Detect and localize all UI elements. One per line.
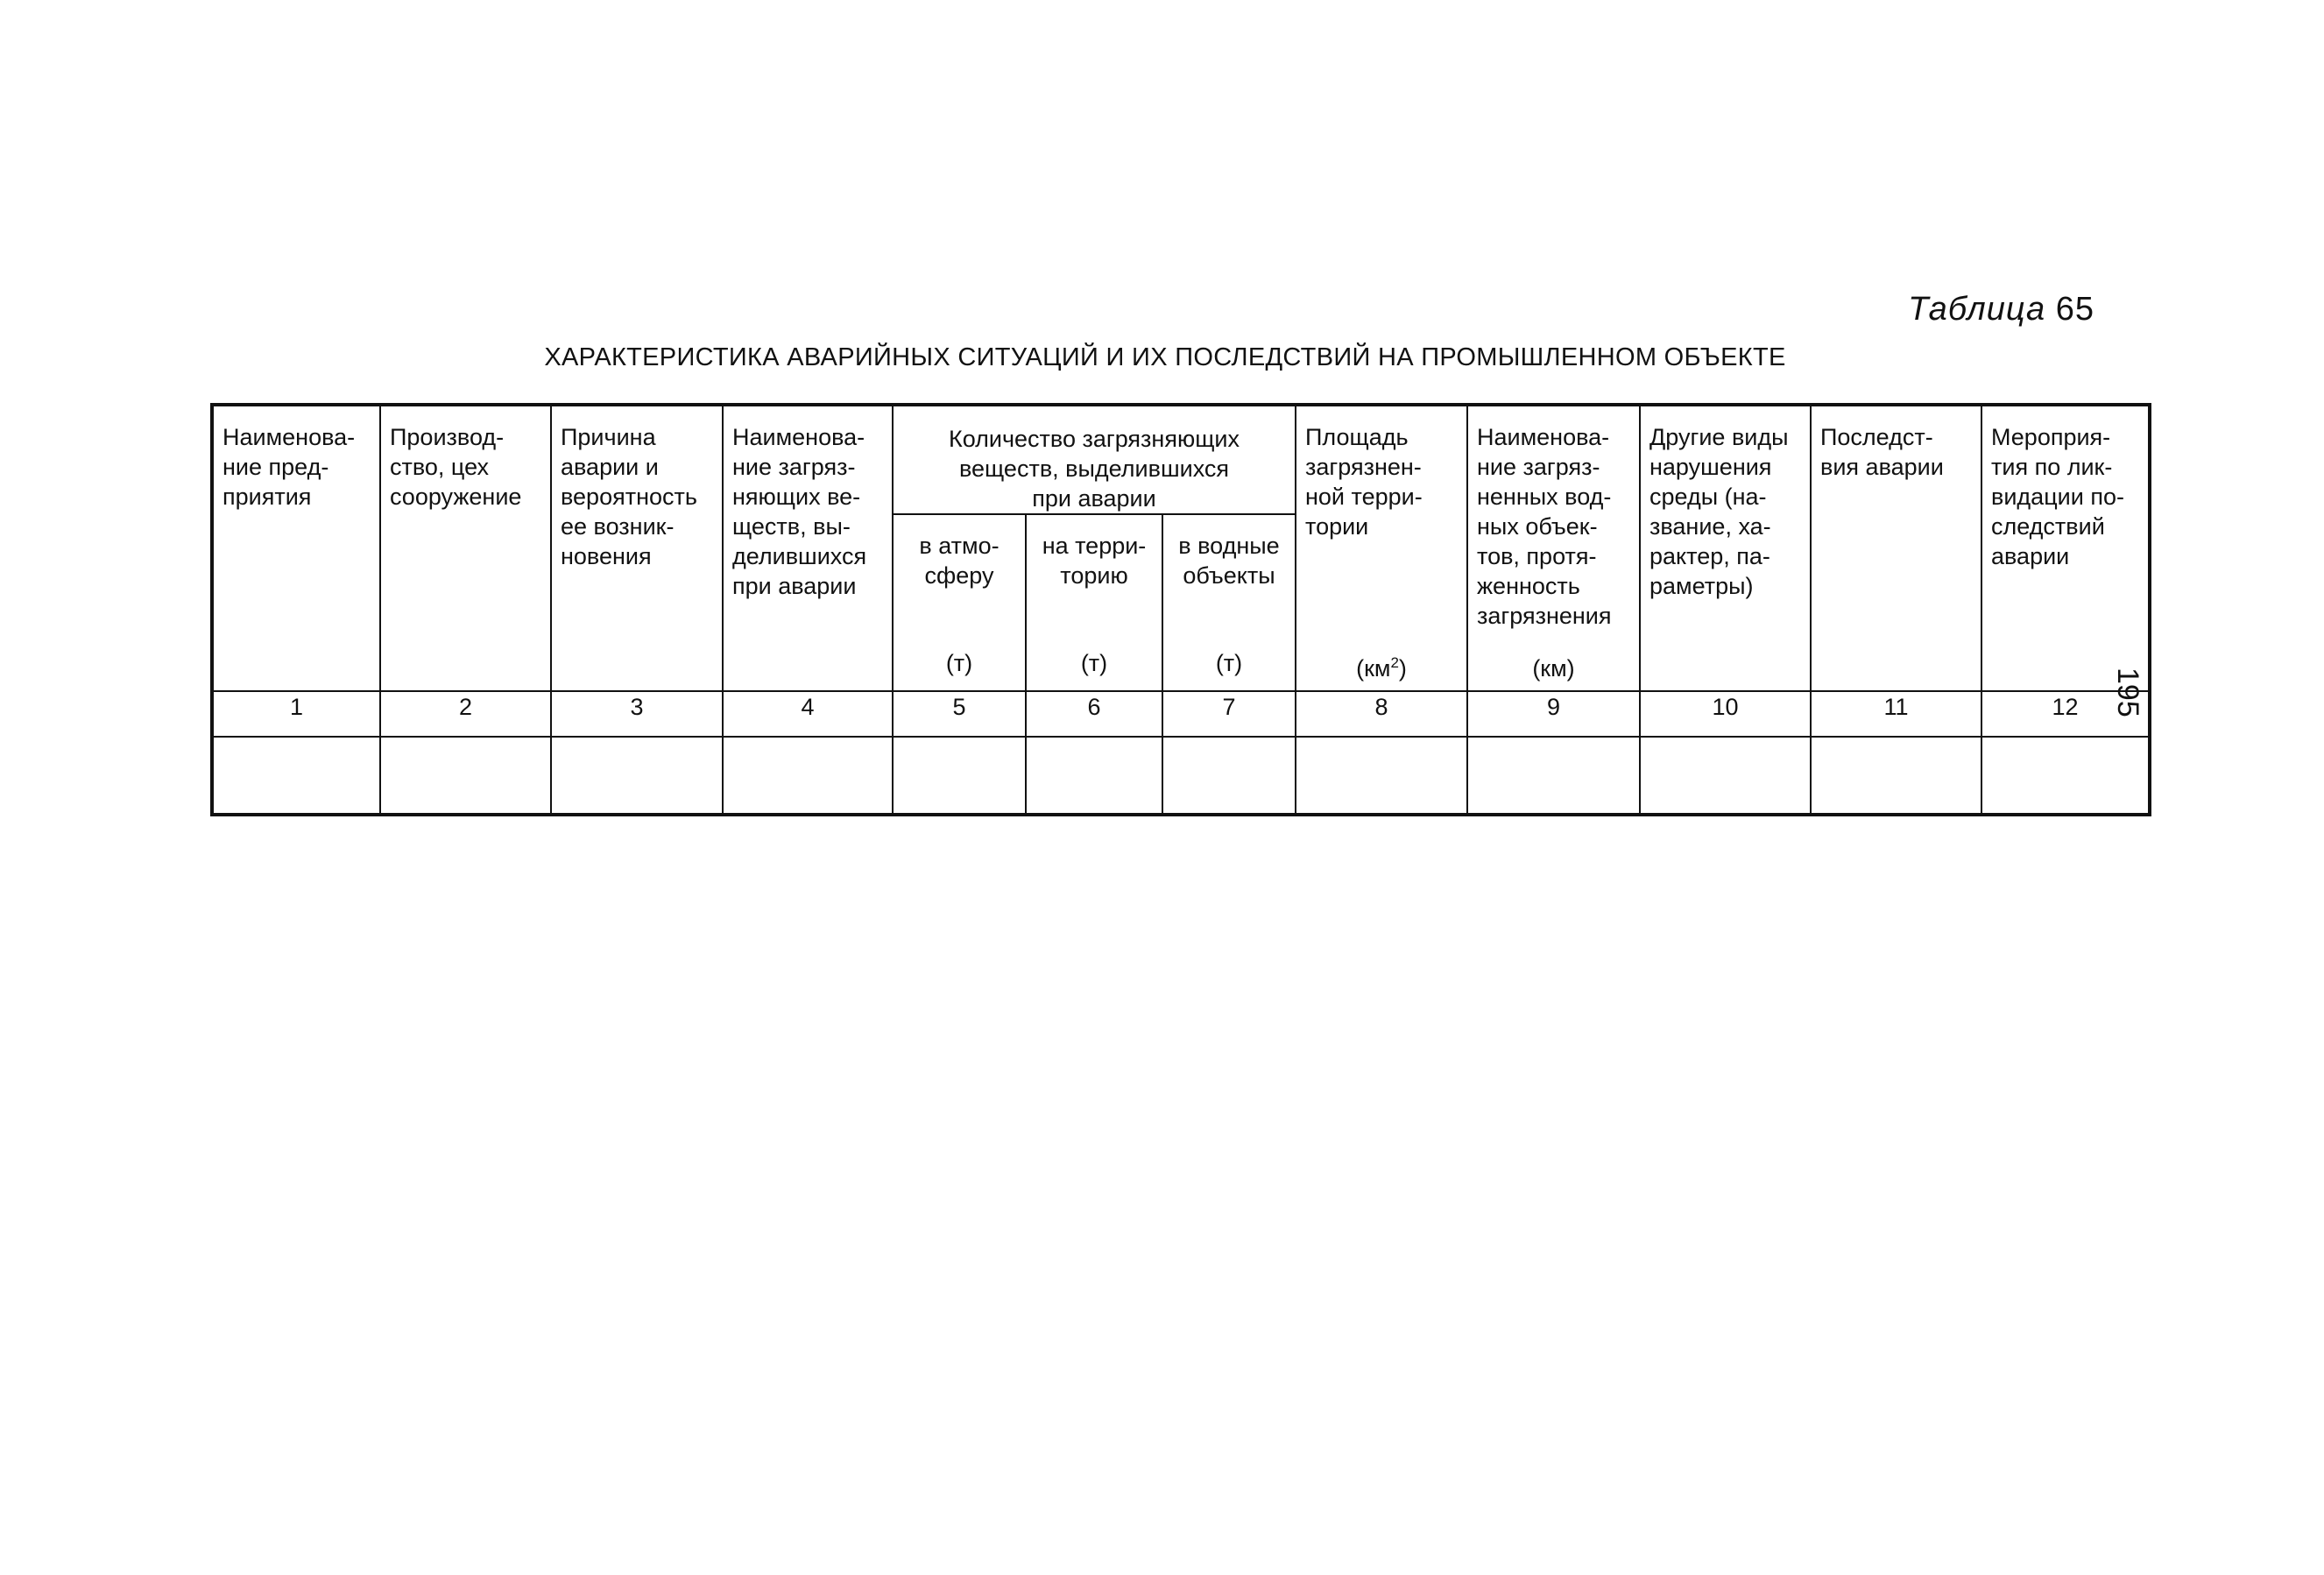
- column-number: 9: [1467, 691, 1640, 737]
- accident-characteristics-table: [210, 403, 2151, 816]
- table-label-word: Таблица: [1908, 291, 2046, 328]
- column-number: 2: [380, 691, 551, 737]
- table-label: [1908, 291, 2094, 328]
- column-number: 4: [723, 691, 893, 737]
- column-number: 6: [1026, 691, 1162, 737]
- column-number: 5: [893, 691, 1026, 737]
- header-enterprise-name: Наименова- ние пред- приятия: [212, 405, 380, 691]
- page-number: 195: [2111, 667, 2144, 717]
- empty-cell: [1467, 737, 1640, 815]
- empty-cell: [1811, 737, 1981, 815]
- empty-cell: [380, 737, 551, 815]
- header-polluted-water-objects: Наименова- ние загряз- ненных вод- ных объек- тов, протя- женность загрязнения (км): [1467, 405, 1640, 691]
- header-to-atmosphere: в атмо- сферу (т): [893, 514, 1026, 691]
- header-other-disturbances: Другие виды нарушения среды (на- звание, ха- рактер, па- раметры): [1640, 405, 1811, 691]
- empty-cell: [1981, 737, 2150, 815]
- unit-tonnes: (т): [1080, 650, 1108, 676]
- column-number: 3: [551, 691, 723, 737]
- header-row-1: [212, 405, 2150, 514]
- empty-cell: [1162, 737, 1296, 815]
- column-number: 8: [1296, 691, 1467, 737]
- empty-cell: [723, 737, 893, 815]
- header-production-workshop: Производ- ство, цех сооружение: [380, 405, 551, 691]
- unit-tonnes: (т): [945, 650, 973, 676]
- column-number: 11: [1811, 691, 1981, 737]
- column-number: 12: [1981, 691, 2150, 737]
- unit-tonnes: (т): [1215, 650, 1243, 676]
- header-pollutant-names: Наименова- ние загряз- няющих ве- ществ, вы- делившихся при аварии: [723, 405, 893, 691]
- header-polluted-area: Площадь загрязнен- ной терри- тории $(км^2)$: [1296, 405, 1467, 691]
- empty-cell: [551, 737, 723, 815]
- header-liquidation-measures: Мероприя- тия по лик- видации по- следствий аварии: [1981, 405, 2150, 691]
- empty-cell: [893, 737, 1026, 815]
- unit-km2: $(км^2)$: [1356, 654, 1407, 682]
- empty-cell: [1296, 737, 1467, 815]
- header-pollutant-quantity-group: Количество загрязняющих веществ, выделившихся при аварии: [893, 405, 1296, 514]
- column-number: 1: [212, 691, 380, 737]
- unit-km: (км): [1532, 655, 1575, 682]
- empty-data-row: [212, 737, 2150, 815]
- header-to-territory: на терри- торию (т): [1026, 514, 1162, 691]
- table-label-number: 65: [2055, 291, 2094, 328]
- header-accident-cause: Причина аварии и вероятность ее возник- новения: [551, 405, 723, 691]
- document-title: ХАРАКТЕРИСТИКА АВАРИЙНЫХ СИТУАЦИЙ И ИХ ПОСЛЕДСТВИЙ НА ПРОМЫШЛЕННОМ ОБЪЕКТЕ: [544, 343, 1786, 371]
- empty-cell: [212, 737, 380, 815]
- column-number: 7: [1162, 691, 1296, 737]
- column-number: 10: [1640, 691, 1811, 737]
- header-to-water-objects: в водные объекты (т): [1162, 514, 1296, 691]
- empty-cell: [1026, 737, 1162, 815]
- column-number-row: [212, 691, 2150, 737]
- header-accident-consequences: Последст- вия аварии: [1811, 405, 1981, 691]
- empty-cell: [1640, 737, 1811, 815]
